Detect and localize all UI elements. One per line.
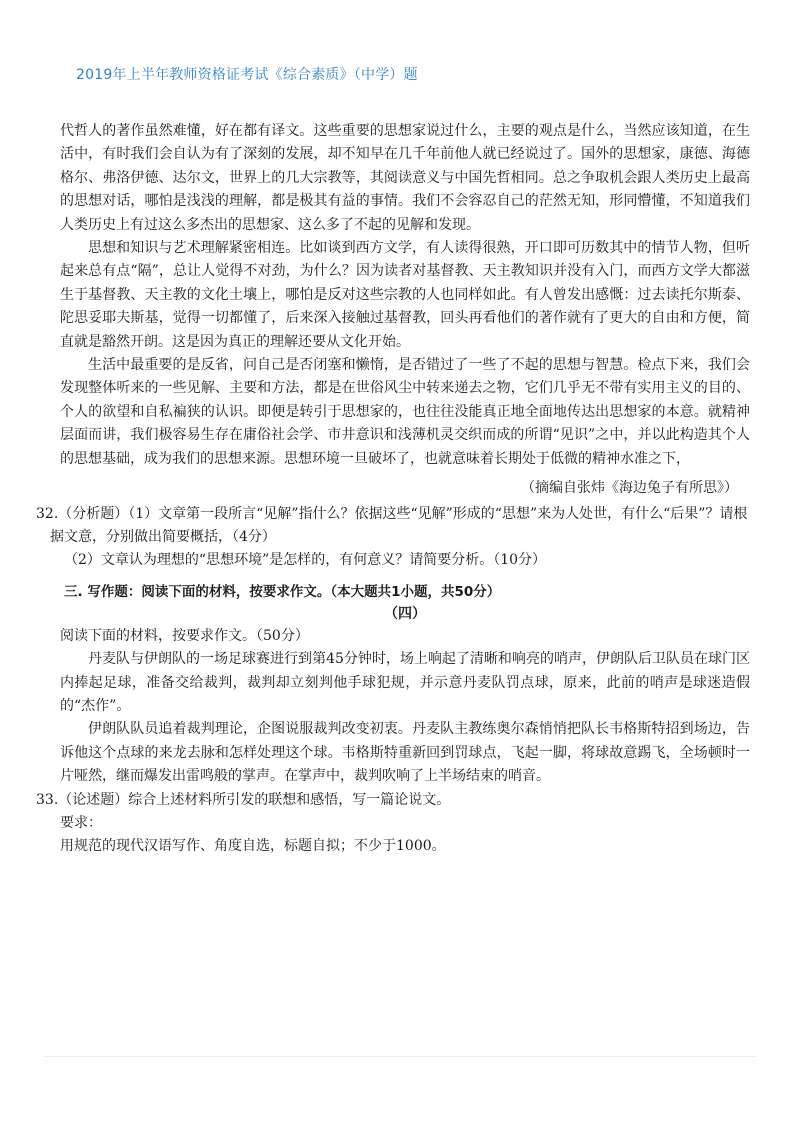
question-33: 33.（论述题）综合上述材料所引发的联想和感悟，写一篇论说文。 — [36, 791, 451, 808]
writing-intro: 阅读下面的材料，按要求作文。（50分） — [60, 627, 309, 644]
passage-paragraph-2: 思想和知识与艺术理解紧密相连。比如谈到西方文学，有人读得很熟，开口即可历数其中的情节人物，但听起来总有点“隔”，总让人觉得不对劲，为什么？因为读者对基督教、天主教知识并没有入门，而西方文学大都滋生于基督教、天主教的文化土壤上，哪怕是反对这些宗教的人也同样如此。有人曾发出感慨：过去读托尔斯泰、陀思妥耶夫斯基，觉得一切都懂了，后来深入接触过基督教，回头再看他们的著作就有了更大的自由和方便，简直就是豁然开朗。这是因为真正的理解还要从文化开始。 — [60, 240, 750, 350]
page-header-title: 2019年上半年教师资格证考试《综合素质》（中学）题 — [76, 67, 418, 83]
passage-source: （摘编自张炜《海边兔子有所思》） — [521, 480, 738, 497]
question-33-requirement-label: 要求： — [60, 814, 102, 831]
passage-paragraph-1: 代哲人的著作虽然难懂，好在都有译文。这些重要的思想家说过什么，主要的观点是什么，当然应该知道，在生活中，有时我们会自认为有了深刻的发展，却不知早在几千年前他人就已经说过了。国外的思想家，康德、海德格尔、弗洛伊德、达尔文，世界上的几大宗教等，其阅读意义与中国先哲相同。总之争取机会跟人类历史上最高的思想对话，哪怕是浅浅的理解，都是极其有益的事情。我们不会容忍自己的茫然无知，形同懵懂，不知道我们人类历史上有过这么多杰出的思想家、这么多了不起的见解和发现。 — [60, 123, 750, 233]
page-content — [36, 120, 750, 859]
footer-divider — [44, 1056, 756, 1057]
writing-material-paragraph-2: 伊朗队队员追着裁判理论，企图说服裁判改变初衷。丹麦队主教练奥尔森悄悄把队长韦格斯特招到场边，告诉他这个点球的来龙去脉和怎样处理这个球。韦格斯特重新回到罚球点，飞起一脚，将球故意踢飞，全场顿时一片哑然，继而爆发出雷鸣般的掌声。在掌声中，裁判吹响了上半场结束的哨音。 — [60, 721, 750, 785]
section-3-part-title: （四） — [384, 605, 426, 622]
section-3-title: 三. 写作题：阅读下面的材料，按要求作文。（本大题共1小题，共50分） — [64, 583, 501, 600]
question-33-requirement-text: 用规范的现代汉语写作、角度自选，标题自拟；不少于1000。 — [60, 838, 446, 855]
writing-material-paragraph-1: 丹麦队与伊朗队的一场足球赛进行到第45分钟时，场上响起了清晰和响亮的哨声，伊朗队后卫队员在球门区内捧起足球，准备交给裁判，裁判却立刻判他手球犯规，并示意丹麦队罚点球，原来，此前的哨声是球迷造假的“杰作”。 — [60, 651, 750, 714]
question-32-part-1: 32.（分析题）（1）文章第一段所言“见解”指什么？依据这些“见解”形成的“思想”来为人处世，有什么“后果”？请根据文意，分别做出简要概括，（4分） — [36, 505, 748, 545]
passage-paragraph-3: 生活中最重要的是反省，问自己是否闭塞和懒惰，是否错过了一些了不起的思想与智慧。检点下来，我们会发现整体听来的一些见解、主要和方法，都是在世俗风尘中转来递去之物，它们几乎无不带有实用主义的目的、个人的欲望和自私褊狭的认识。即便是转引于思想家的，也往往没能真正地全面地传达出思想家的本意。就精神层面而讲，我们极容易生存在庸俗社会学、市井意识和浅薄机灵交织而成的所谓“见识”之中，并以此构造其个人的思想基础，成为我们的思想来源。思想环境一旦破坏了，也就意味着长期处于低微的精神水准之下， — [60, 357, 750, 467]
question-32-part-2: （2）文章认为理想的“思想环境”是怎样的，有何意义？请简要分析。（10分） — [64, 552, 547, 569]
